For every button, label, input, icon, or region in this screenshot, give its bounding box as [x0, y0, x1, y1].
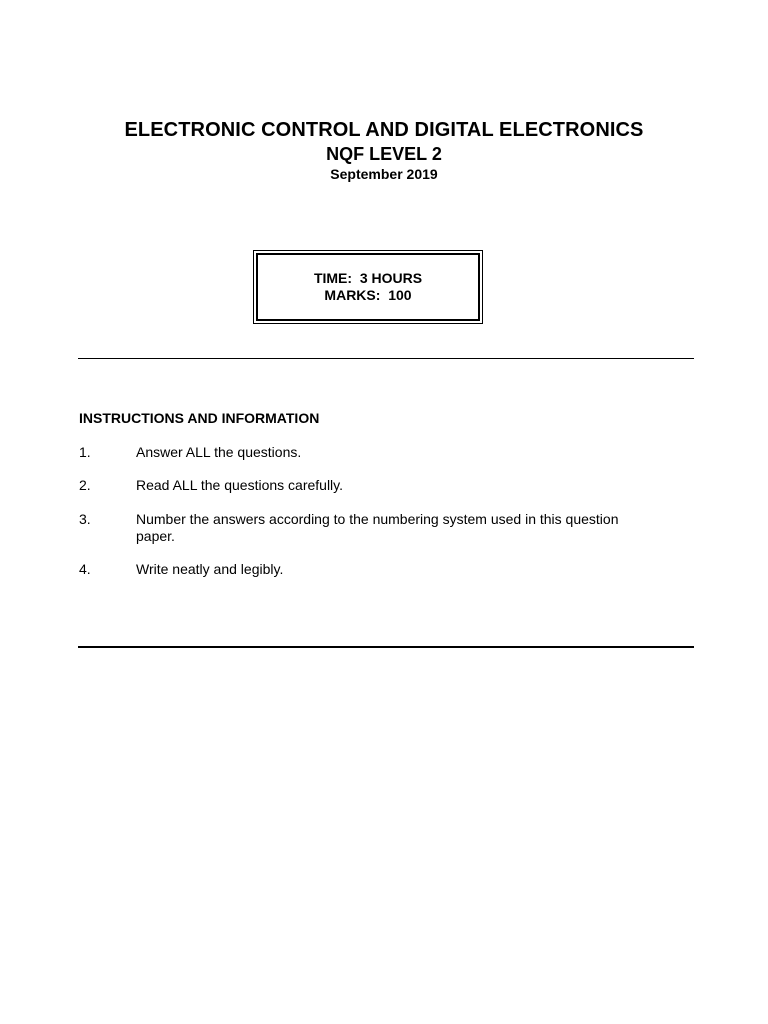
time-marks-box-inner: [256, 253, 480, 321]
divider-bottom: [78, 646, 694, 648]
exam-time: TIME: 3 HOURS: [313, 270, 423, 286]
exam-marks: MARKS: 100: [324, 287, 412, 303]
instruction-item: [79, 511, 639, 545]
instruction-number: 3.: [79, 511, 91, 527]
instruction-number: 1.: [79, 444, 91, 460]
instruction-text: Read ALL the questions carefully.: [136, 477, 344, 493]
time-marks-box: [253, 250, 483, 324]
instruction-item: [79, 444, 639, 461]
exam-date: September 2019: [330, 166, 438, 182]
instructions-heading: INSTRUCTIONS AND INFORMATION: [79, 410, 320, 426]
instruction-number: 4.: [79, 561, 91, 577]
instruction-text: Answer ALL the questions.: [136, 444, 302, 460]
instruction-item: [79, 477, 639, 494]
instruction-item: [79, 561, 639, 578]
instruction-text: Number the answers according to the numbering system used in this question paper.: [136, 511, 619, 544]
divider-top: [78, 358, 694, 359]
nqf-level: NQF LEVEL 2: [326, 144, 442, 164]
instruction-number: 2.: [79, 477, 91, 493]
paper-title: ELECTRONIC CONTROL AND DIGITAL ELECTRONICS: [124, 119, 644, 141]
instruction-text: Write neatly and legibly.: [136, 561, 284, 577]
